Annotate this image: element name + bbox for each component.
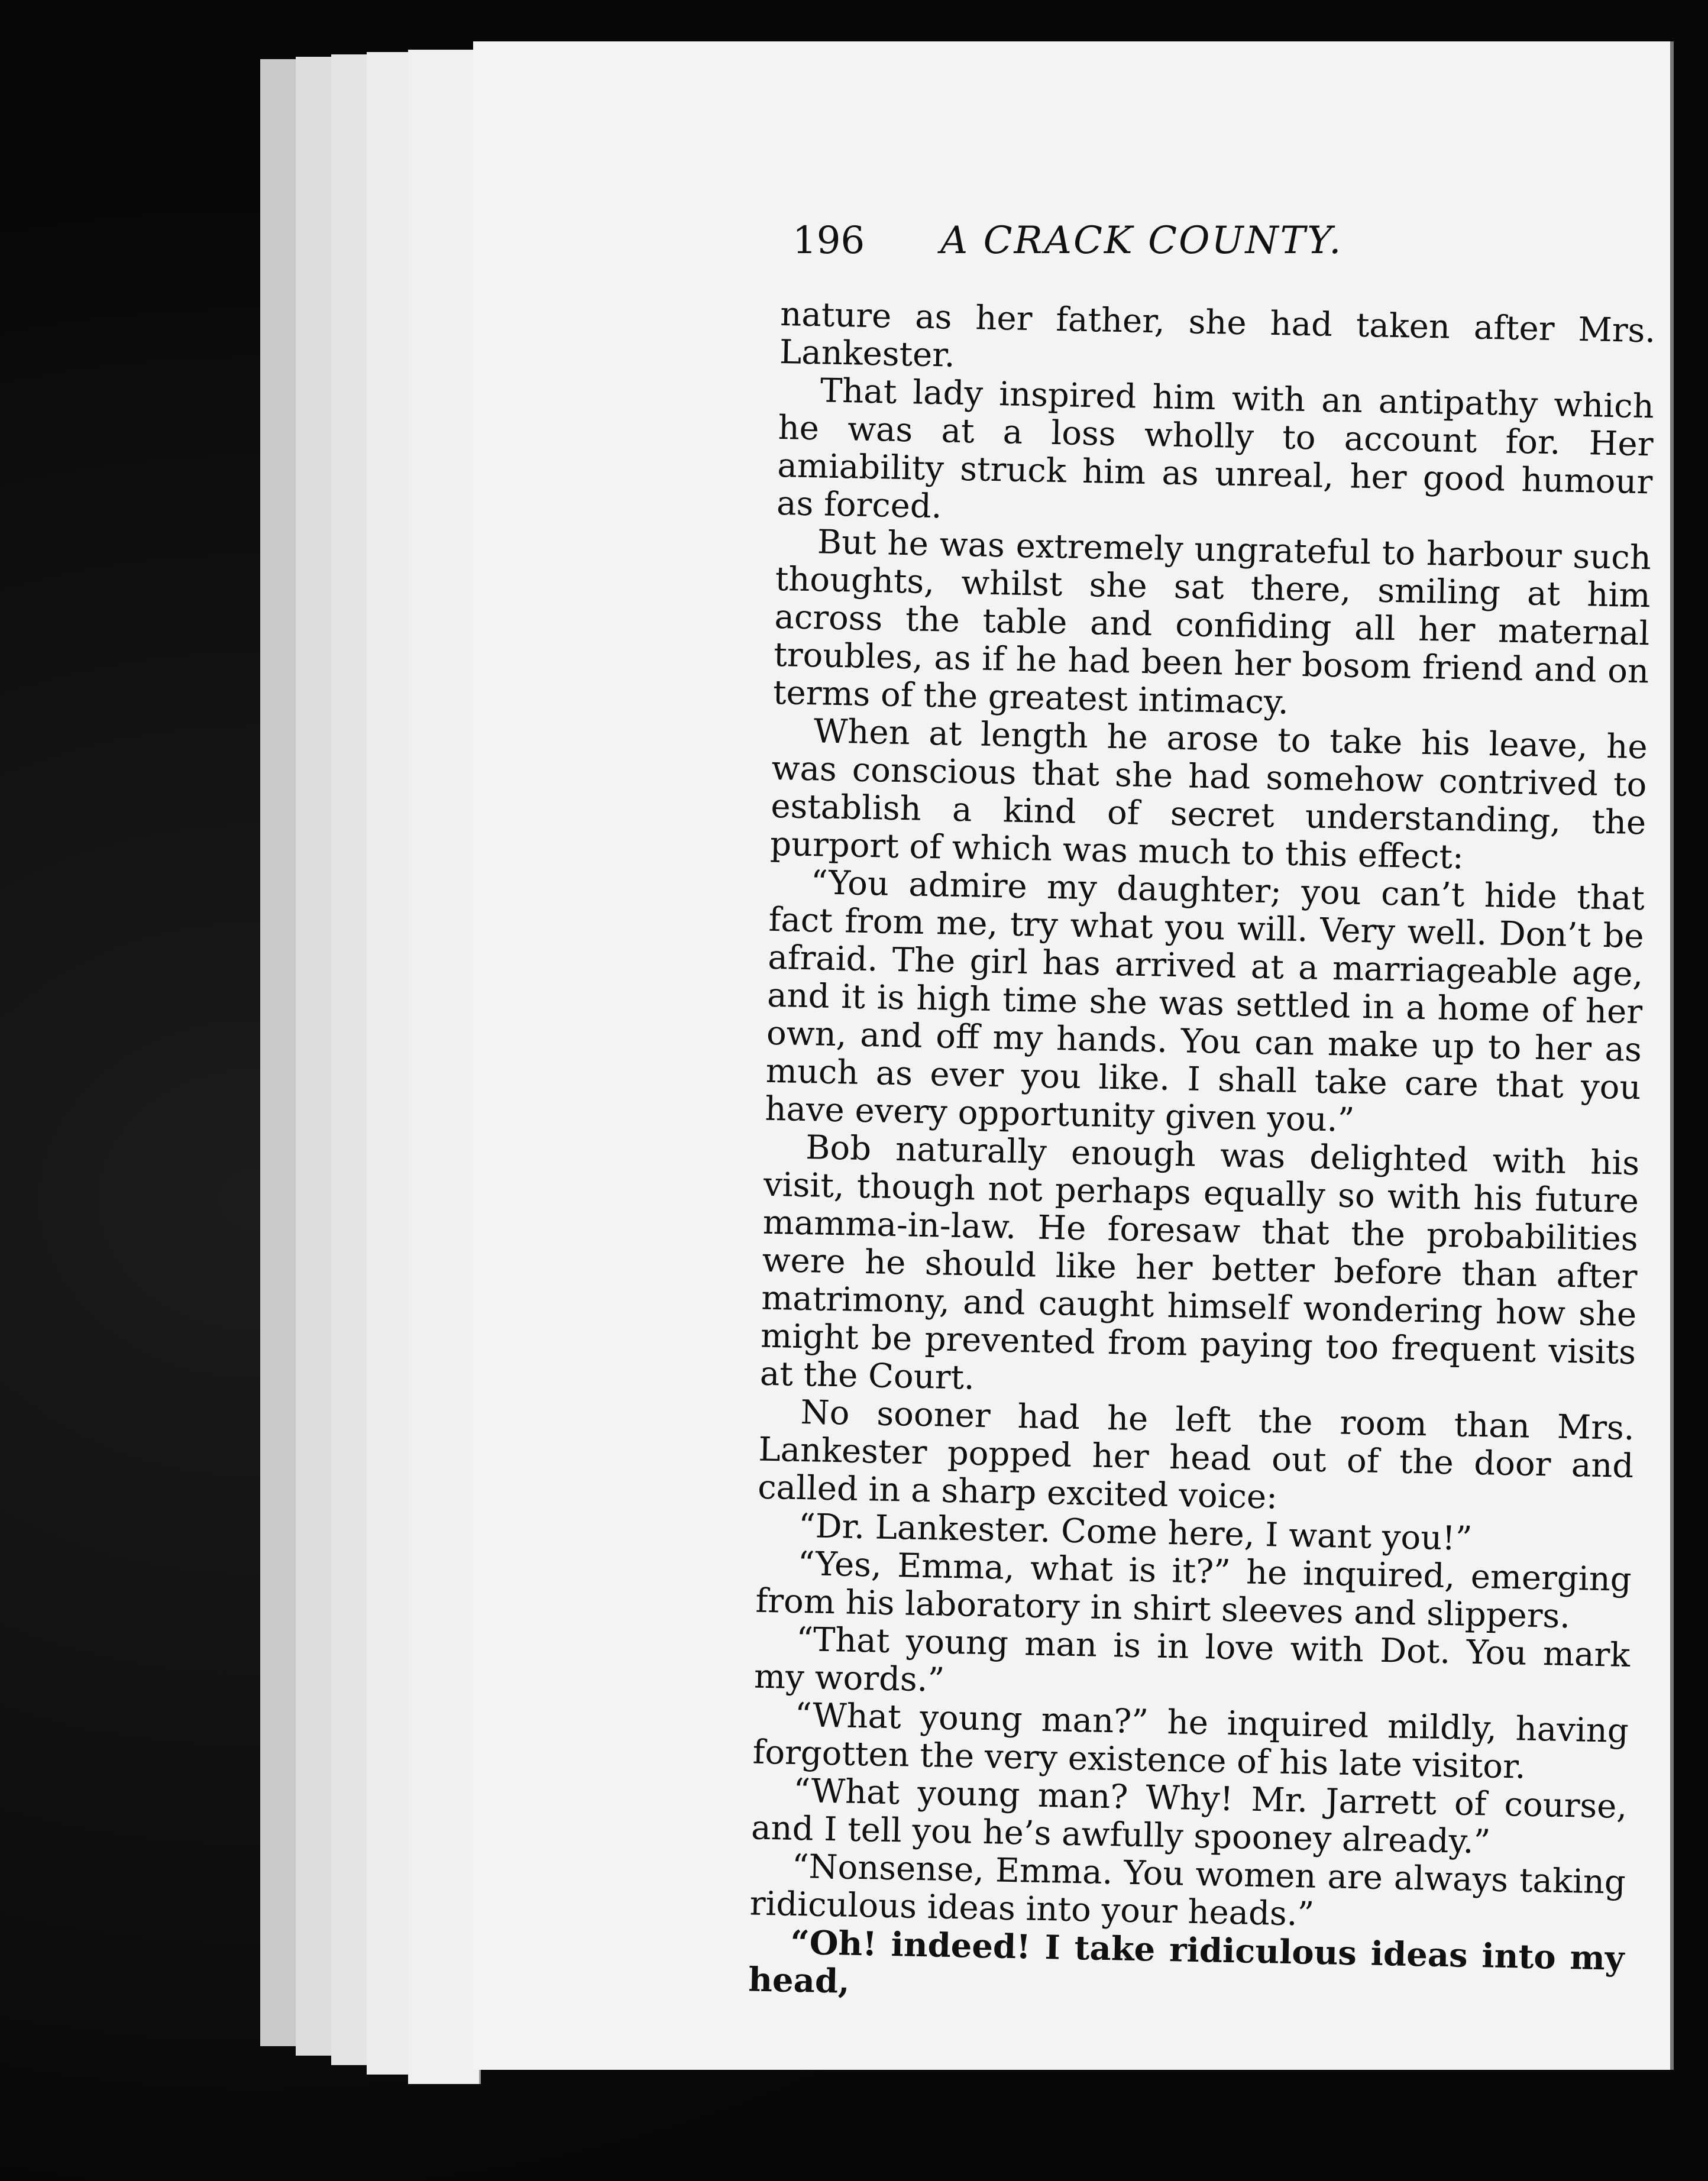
paragraph: “Dr. Lankester. Come here, I want you!”	[798, 1506, 1473, 1558]
body-text	[748, 295, 1656, 2001]
paragraph: But he was extremely ungrateful to harbour such thoughts, whilst she sat there, smiling at him across the table and confiding all her maternal troubles, as if he had been her bosom friend and on terms of the greatest intimacy.	[772, 523, 1652, 722]
paragraph: No sooner had he left the room than Mrs. Lankester popped her head out of the door and called in a sharp excited voice:	[757, 1393, 1635, 1517]
book-page	[473, 41, 1674, 2070]
paragraph: “That young man is in love with Dot. You mark my words.”	[753, 1620, 1631, 1700]
paragraph: “What young man? Why! Mr. Jarrett of course, and I tell you he’s awfully spooney already.”	[751, 1771, 1628, 1862]
running-title: A CRACK COUNTY.	[940, 219, 1343, 263]
page-header	[792, 219, 1620, 284]
page-number: 196	[792, 219, 865, 263]
paragraph: “What young man?” he inquired mildly, having forgotten the very existence of his late visitor.	[752, 1695, 1629, 1787]
paragraph: When at length he arose to take his leave, he was conscious that she had somehow contrived to establish a kind of secret understanding, the purport of which was much to this effect:	[769, 712, 1648, 877]
paragraph: “Oh! indeed! I take ridiculous ideas into my head,	[748, 1923, 1625, 2001]
paragraph: “Yes, Emma, what is it?” he inquired, emerging from his laboratory in shirt sleeves and slippers.	[755, 1544, 1632, 1636]
page-edge	[408, 50, 481, 2084]
paragraph: nature as her father, she had taken after Mrs. Lankester.	[779, 295, 1656, 375]
paragraph: That lady inspired him with an antipathy which he was at a loss wholly to account for. Her amiability struck him as unreal, her good humour as forced.	[776, 371, 1655, 526]
paragraph: Bob naturally enough was delighted with his visit, though not perhaps equally so with his future mamma-in-law. He foresaw that the probabilities were he should like her better before than after matrimony, and caught himself wondering how she might be prevented from paying too frequent visits at the Court.	[759, 1128, 1640, 1397]
paragraph: “You admire my daughter; you can’t hide that fact from me, try what you will. Very well. Don’t be afraid. The girl has arrived at a marriageable age, and it is high time she was settled in a home of her own, and off my hands. You can make up to her as much as ever you like. I shall take care that you have every opportunity given you.”	[764, 863, 1645, 1140]
paragraph: “Nonsense, Emma. You women are always taking ridiculous ideas into your heads.”	[749, 1847, 1626, 1934]
